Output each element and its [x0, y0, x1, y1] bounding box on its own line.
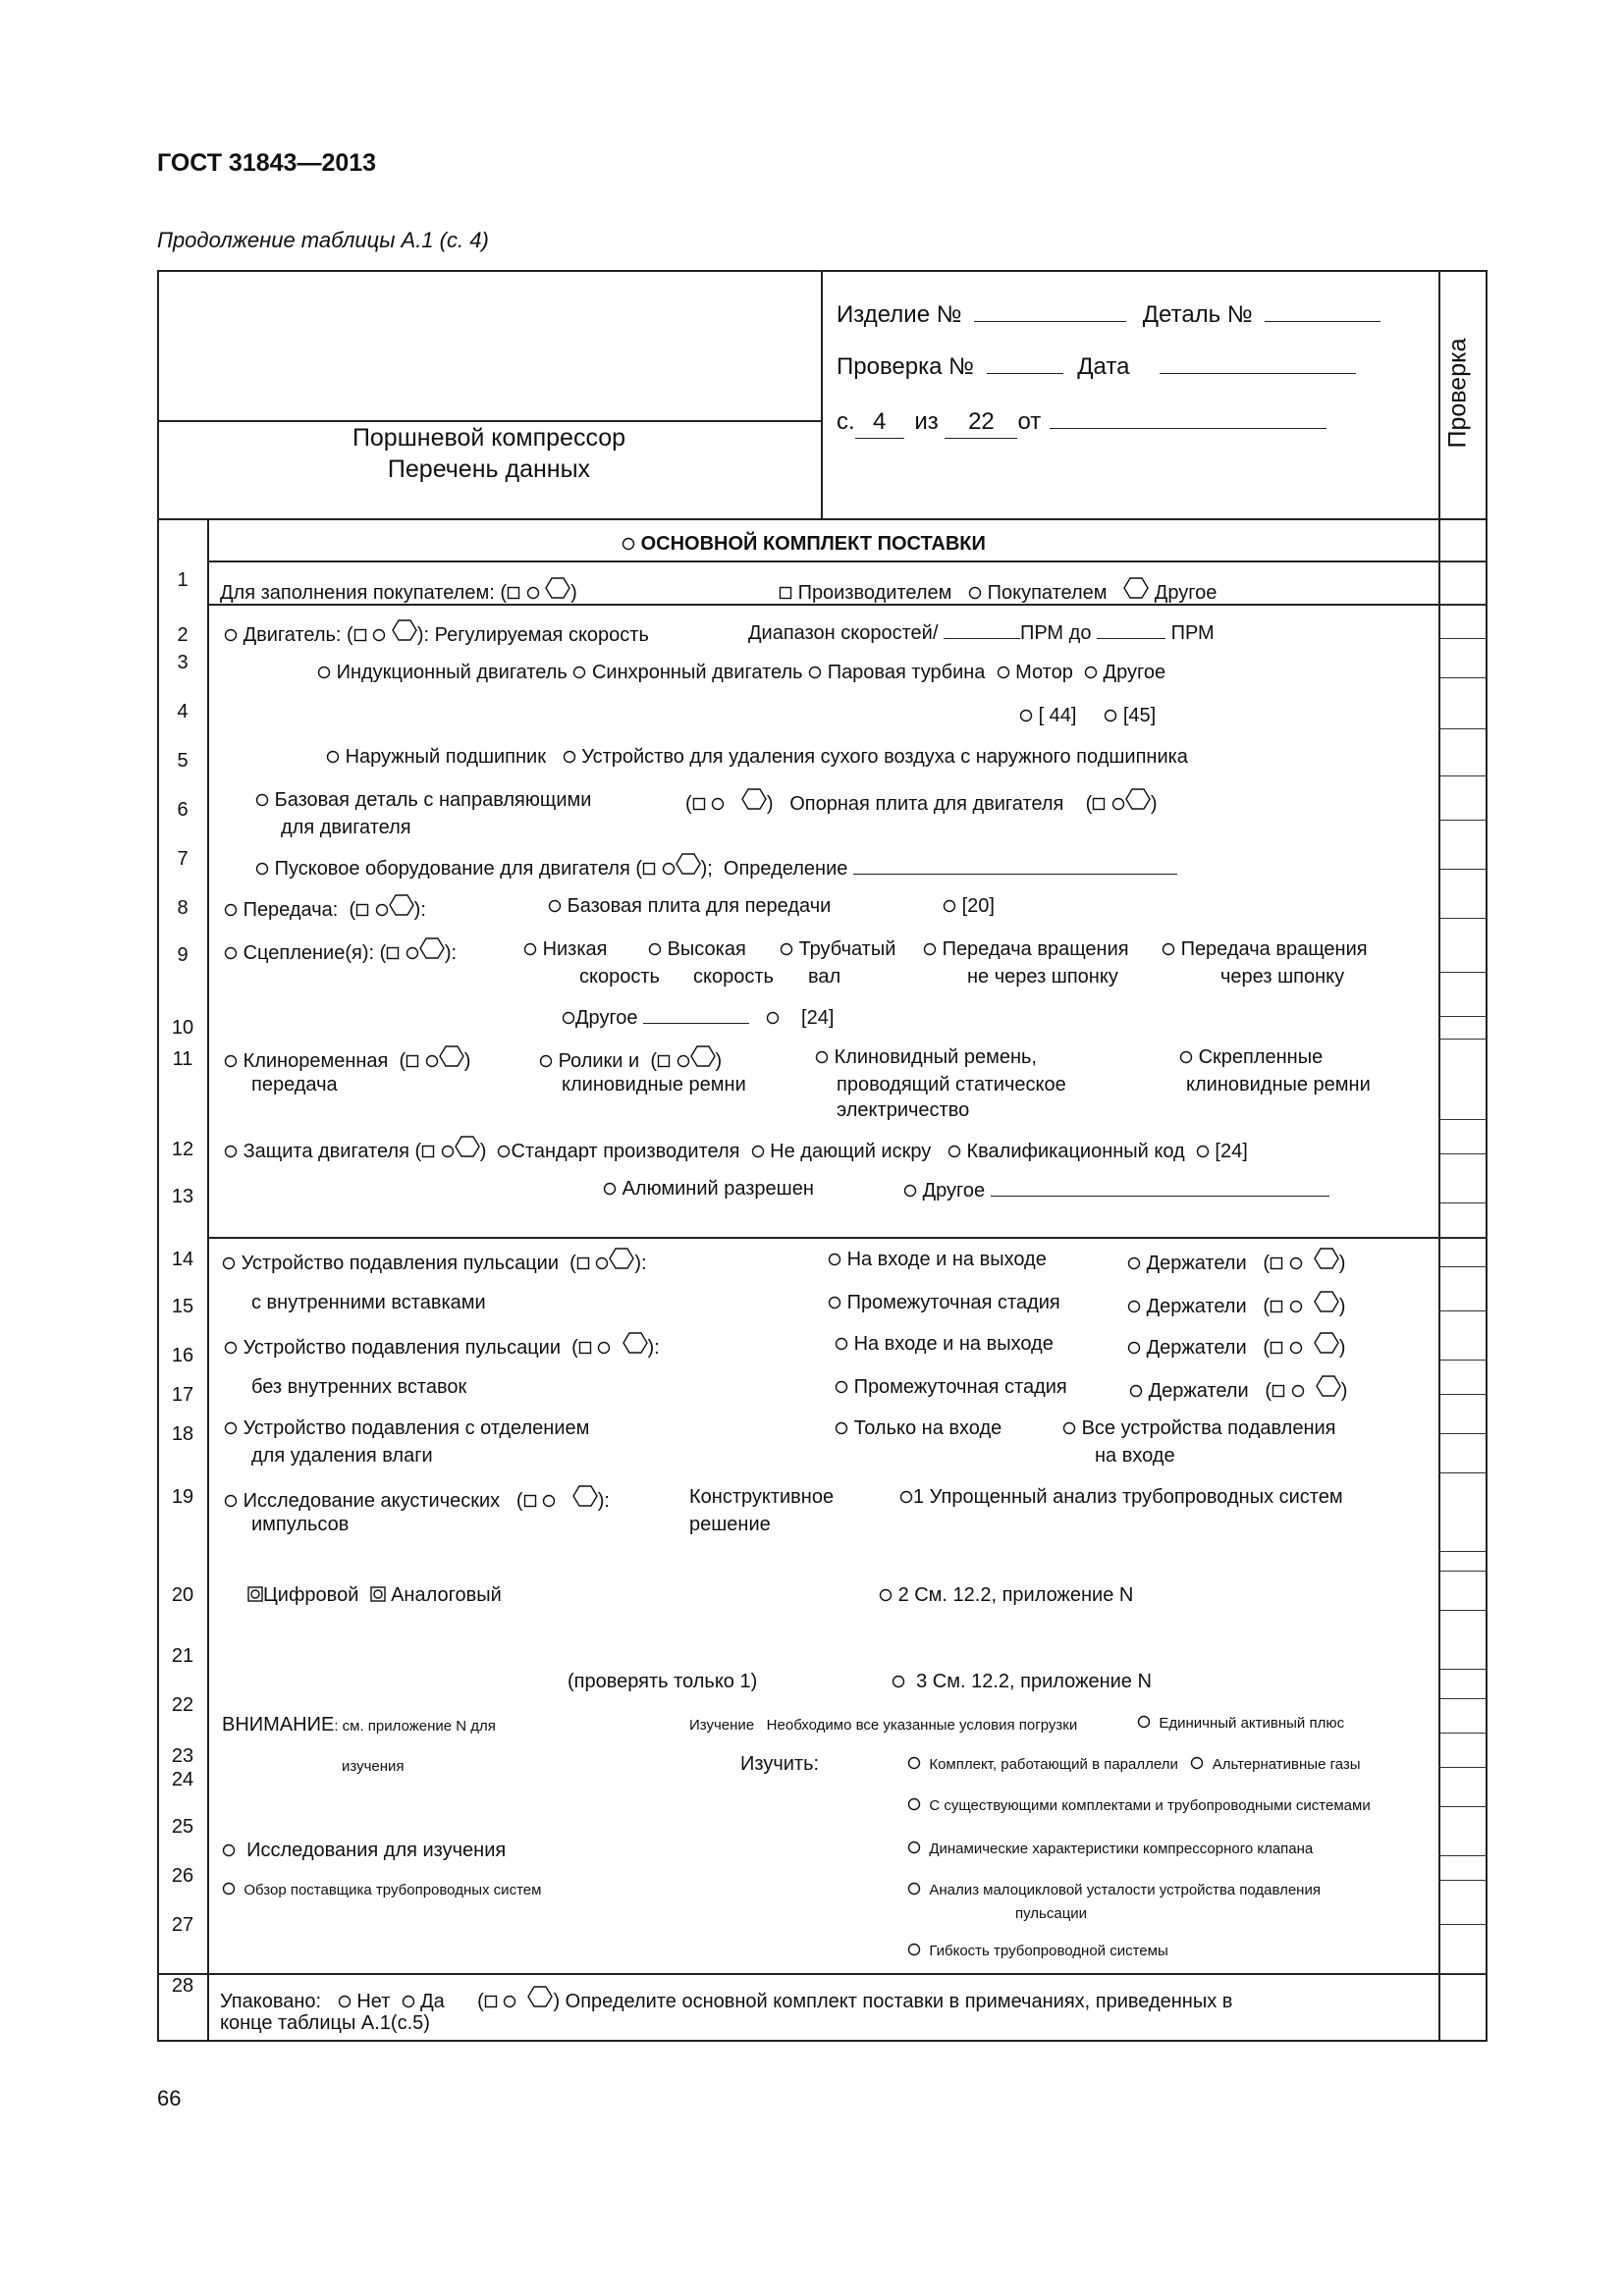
row-5: Наружный подшипник Устройство для удаления сухого воздуха с наружного подшипника [326, 744, 1188, 772]
radio-icon[interactable] [372, 623, 386, 650]
row-28-cont: конце таблицы А.1(с.5) [220, 2012, 430, 2034]
proverka-label: Проверка № [837, 353, 974, 380]
square-dot-icon[interactable] [370, 1583, 386, 1610]
row-14-b: На входе и на выходе [828, 1247, 1047, 1274]
radio-icon[interactable] [548, 894, 562, 921]
radio-icon[interactable] [222, 1882, 236, 1901]
row-17-b: Промежуточная стадия [835, 1374, 1067, 1402]
check-cell-separator [1438, 918, 1488, 919]
check-cell-separator [1438, 1669, 1488, 1670]
row-3: Индукционный двигатель Синхронный двигатель Паровая турбина Мотор Другое [317, 660, 1165, 687]
row-number: 9 [177, 944, 189, 966]
izdelie-label: Изделие № [837, 301, 962, 328]
check-cell-separator [1438, 1119, 1488, 1120]
check-cell-separator [1438, 1880, 1488, 1881]
row-number: 6 [177, 799, 189, 821]
radio-icon[interactable] [526, 581, 540, 608]
radio-icon[interactable] [907, 1841, 921, 1860]
check-cell-separator [1438, 1806, 1488, 1807]
row-16-b: На входе и на выходе [835, 1331, 1054, 1359]
radio-icon[interactable] [1062, 1416, 1076, 1443]
hexagon-icon[interactable] [392, 618, 417, 650]
radio-icon[interactable] [907, 1943, 921, 1962]
number-column-border [207, 518, 209, 2042]
radio-icon[interactable] [923, 937, 937, 964]
row-number: 12 [171, 1139, 194, 1160]
square-icon[interactable] [1270, 1252, 1283, 1278]
radio-icon[interactable] [224, 1140, 238, 1166]
row-19-b2: решение [689, 1514, 771, 1535]
radio-icon[interactable] [406, 941, 419, 968]
check-cell-separator [1438, 1472, 1488, 1473]
radio-icon[interactable] [828, 1291, 841, 1317]
radio-icon[interactable] [224, 1416, 238, 1443]
radio-icon[interactable] [903, 1179, 917, 1205]
row-11-d2: клиновидные ремни [1186, 1074, 1371, 1095]
radio-icon[interactable] [539, 1049, 553, 1076]
row-9-b2: скорость [579, 966, 660, 988]
radio-icon[interactable] [326, 745, 340, 772]
radio-icon[interactable] [503, 1990, 516, 2016]
row-11-a2: передача [251, 1074, 338, 1095]
detal-label: Деталь № [1142, 301, 1253, 328]
section-title-bottom [207, 561, 1488, 562]
radio-icon[interactable] [497, 1140, 511, 1166]
row-9-b: Низкая [523, 936, 608, 964]
row-14: Устройство подавления пульсации ( ): [222, 1247, 647, 1278]
page-num: 4 [855, 406, 904, 439]
hexagon-icon[interactable] [1316, 1374, 1341, 1406]
row-number: 10 [171, 1017, 194, 1039]
row-16-c: Держатели ( ) [1127, 1331, 1345, 1362]
radio-icon[interactable] [224, 941, 238, 968]
hexagon-icon[interactable] [1314, 1247, 1339, 1278]
row-20-c: 2 См. 12.2, приложение N [879, 1582, 1133, 1610]
check-cell-separator [1438, 638, 1488, 639]
radio-icon[interactable] [425, 1049, 439, 1076]
check-cell-separator [1438, 728, 1488, 729]
check-cell-separator [1438, 1310, 1488, 1311]
row-27-b2: пульсации [1015, 1905, 1088, 1922]
page-of: из [914, 408, 939, 435]
row-15-c: Держатели ( ) [1127, 1290, 1345, 1321]
radio-icon[interactable] [835, 1375, 848, 1402]
data-label: Дата [1077, 353, 1130, 380]
row-18-c: Все устройства подавления [1062, 1415, 1336, 1443]
hexagon-icon[interactable] [419, 936, 445, 968]
radio-icon[interactable] [562, 1006, 575, 1033]
page-from: от [1017, 408, 1042, 435]
row-13-b: Другое [903, 1176, 1329, 1205]
row-9-f2: через шпонку [1220, 966, 1345, 988]
row-18-b: Только на входе [835, 1415, 1001, 1443]
row-number: 5 [177, 750, 189, 772]
radio-icon[interactable] [828, 1248, 841, 1274]
radio-icon[interactable] [1162, 937, 1175, 964]
row-number: 13 [171, 1186, 194, 1207]
radio-icon[interactable] [224, 1489, 238, 1516]
check-cell-separator [1438, 1153, 1488, 1154]
hexagon-icon[interactable] [676, 852, 701, 883]
row-15: с внутренними вставками [251, 1292, 486, 1313]
hexagon-icon[interactable] [527, 1985, 553, 2016]
row-11-c2: проводящий статическое [837, 1074, 1066, 1095]
row-14-c: Держатели ( ) [1127, 1247, 1345, 1278]
square-icon[interactable] [1270, 1336, 1283, 1362]
row-25-a: С существующими комплектами и трубопроводными системами [907, 1796, 1371, 1817]
row-6: Базовая деталь с направляющими [255, 787, 591, 815]
radio-icon[interactable] [224, 1049, 238, 1076]
attention-note: ВНИМАНИЕ: см. приложение N для [222, 1714, 496, 1735]
row-9-c: Высокая [648, 936, 746, 964]
row-19-a2: импульсов [251, 1514, 350, 1535]
radio-icon[interactable] [780, 937, 793, 964]
row-19-c: 1 Упрощенный анализ трубопроводных систем [899, 1484, 1343, 1512]
radio-icon[interactable] [943, 894, 956, 921]
square-icon[interactable] [406, 1049, 419, 1076]
radio-icon[interactable] [751, 1140, 765, 1166]
check-cell-separator [1438, 820, 1488, 821]
hexagon-icon[interactable] [439, 1044, 464, 1076]
row-number: 25 [171, 1816, 194, 1838]
row-11-c: Клиновидный ремень, [815, 1044, 1037, 1072]
row-number: 22 [171, 1694, 194, 1716]
check-cell-separator [1438, 1202, 1488, 1203]
row-6-options: ( ) Опорная плита для двигателя ( ) [685, 787, 1157, 819]
row-8-ref: [20] [943, 893, 995, 921]
row-28: Упаковано: Нет Да ( ) Определите основной комплект поставки в примечаниях, приведенных в [220, 1985, 1232, 2016]
row-9-d: Трубчатый [780, 936, 895, 964]
row-22-b: 3 См. 12.2, приложение N [892, 1669, 1152, 1696]
radio-icon[interactable] [224, 1336, 238, 1362]
row-1: Для заполнения покупателем: ( ) [220, 576, 577, 608]
radio-icon[interactable] [1190, 1756, 1204, 1776]
hexagon-icon[interactable] [455, 1135, 480, 1166]
check-cell-separator [1438, 775, 1488, 776]
radio-icon[interactable] [711, 792, 725, 819]
row-24-a: Комплект, работающий в параллели Альтернативные газы [907, 1755, 1361, 1776]
radio-icon[interactable] [892, 1670, 905, 1696]
radio-icon[interactable] [1289, 1252, 1303, 1278]
row-1-options: Производителем Покупателем Другое [779, 576, 1217, 608]
row-15-b: Промежуточная стадия [828, 1290, 1060, 1317]
check-cell-separator [1438, 1733, 1488, 1734]
radio-icon[interactable] [808, 661, 822, 687]
radio-icon[interactable] [1127, 1252, 1141, 1278]
row-number: 19 [171, 1486, 194, 1508]
radio-icon[interactable] [1179, 1045, 1193, 1072]
row-number: 26 [171, 1865, 194, 1887]
row-13: Алюминий разрешен [603, 1176, 814, 1203]
hexagon-icon[interactable] [609, 1247, 634, 1278]
radio-icon[interactable] [595, 1252, 609, 1278]
radio-icon[interactable] [375, 898, 389, 925]
radio-icon[interactable] [815, 1045, 829, 1072]
hexagon-icon[interactable] [1125, 787, 1151, 819]
row-12: Защита двигателя ( ) Стандарт производителя Не дающий искру Квалификационный код [24] [224, 1135, 1248, 1166]
radio-icon[interactable] [441, 1140, 455, 1166]
radio-icon[interactable] [766, 1006, 780, 1033]
header-divider [821, 270, 823, 518]
row-9-d2: вал [808, 966, 841, 988]
attention-study: Изучение Необходимо все указанные условия погрузки [689, 1717, 1078, 1734]
radio-icon[interactable] [1137, 1715, 1151, 1735]
row-number: 2 [177, 624, 189, 646]
check-cell-separator [1438, 1924, 1488, 1925]
page-prefix: с. [837, 408, 855, 435]
check-cell-separator [1438, 1394, 1488, 1395]
row-27-a: Обзор поставщика трубопроводных систем [222, 1881, 541, 1901]
form-title-line2: Перечень данных [387, 455, 591, 483]
standard-code: ГОСТ 31843—2013 [157, 149, 377, 177]
radio-icon[interactable] [572, 661, 586, 687]
check-cell-separator [1438, 1767, 1488, 1768]
row-18: Устройство подавления с отделением [224, 1415, 589, 1443]
row-10: Другое [24] [562, 1003, 834, 1033]
square-icon[interactable] [355, 898, 369, 925]
row-19: Исследование акустических ( ): [224, 1484, 610, 1516]
radio-icon[interactable] [662, 857, 676, 883]
radio-icon[interactable] [1019, 704, 1033, 730]
hexagon-icon[interactable] [1123, 576, 1149, 608]
square-icon[interactable] [421, 1140, 435, 1166]
radio-icon[interactable] [1111, 792, 1125, 819]
row-11-c3: электричество [837, 1099, 970, 1121]
square-icon[interactable] [507, 581, 520, 608]
check-cell-separator [1438, 1551, 1488, 1552]
row-number: 8 [177, 897, 189, 919]
row-27-b: Анализ малоцикловой усталости устройства подавления [907, 1881, 1321, 1901]
row-number: 18 [171, 1423, 194, 1445]
radio-icon[interactable] [622, 532, 635, 559]
radio-icon[interactable] [1127, 1295, 1141, 1321]
row-22-a: (проверять только 1) [568, 1671, 758, 1692]
section-title: ОСНОВНОЙ КОМПЛЕКТ ПОСТАВКИ [622, 531, 986, 559]
check-cell-separator [1438, 1855, 1488, 1856]
row-number: 20 [171, 1584, 194, 1606]
radio-icon[interactable] [997, 661, 1010, 687]
square-icon[interactable] [386, 941, 400, 968]
row-18-c2: на входе [1095, 1445, 1175, 1467]
square-icon[interactable] [779, 581, 792, 608]
square-icon[interactable] [484, 1990, 498, 2016]
radio-icon[interactable] [1289, 1295, 1303, 1321]
radio-icon[interactable] [835, 1332, 848, 1359]
row-2-range: Диапазон скоростей/ ПРМ до ПРМ [748, 618, 1215, 647]
row-9-c2: скорость [693, 966, 774, 988]
attention-note-cont: изучения [342, 1758, 405, 1775]
row-19-b: Конструктивное [689, 1486, 835, 1508]
radio-icon[interactable] [1127, 1336, 1141, 1362]
radio-icon[interactable] [255, 788, 269, 815]
row-11-a: Клиноременная ( ) [224, 1044, 470, 1076]
radio-icon[interactable] [1196, 1140, 1210, 1166]
square-dot-icon[interactable] [247, 1583, 263, 1610]
row-number: 24 [171, 1769, 194, 1790]
page-number: 66 [157, 2086, 182, 2110]
izdelie-field[interactable] [837, 299, 1380, 331]
row-11-b2: клиновидные ремни [562, 1074, 746, 1095]
radio-icon[interactable] [907, 1882, 921, 1901]
check-cell-separator [1438, 1973, 1488, 1974]
check-cell-separator [1438, 972, 1488, 973]
check-cell-separator [1438, 1610, 1488, 1611]
check-cell-separator [1438, 1360, 1488, 1361]
row-number: 11 [172, 1048, 193, 1070]
check-cell-separator [1438, 604, 1488, 605]
check-column-border [1438, 270, 1440, 2042]
square-icon[interactable] [578, 1336, 592, 1362]
group-divider [207, 1237, 1488, 1239]
row-number: 28 [171, 1975, 194, 1997]
radio-icon[interactable] [222, 1839, 236, 1865]
row-9-e: Передача вращения [923, 936, 1129, 964]
row-26-a: Исследования для изучения [222, 1838, 506, 1865]
radio-icon[interactable] [1129, 1379, 1143, 1406]
square-icon[interactable] [692, 792, 706, 819]
square-icon[interactable] [353, 623, 367, 650]
radio-icon[interactable] [317, 661, 331, 687]
radio-icon[interactable] [222, 1252, 236, 1278]
row-16: Устройство подавления пульсации ( ): [224, 1331, 660, 1362]
radio-icon[interactable] [542, 1489, 556, 1516]
radio-icon[interactable] [523, 937, 537, 964]
page-total: 22 [945, 406, 1017, 439]
radio-icon[interactable] [1289, 1336, 1303, 1362]
row-18-a2: для удаления влаги [251, 1445, 433, 1467]
row-number: 7 [177, 848, 189, 870]
radio-icon[interactable] [563, 745, 576, 772]
radio-icon[interactable] [224, 898, 238, 925]
row-27-c: Гибкость трубопроводной системы [907, 1942, 1168, 1962]
radio-icon[interactable] [224, 623, 238, 650]
radio-icon[interactable] [907, 1797, 921, 1817]
row-number: 1 [177, 569, 189, 591]
square-icon[interactable] [1092, 792, 1106, 819]
check-cell-separator [1438, 677, 1488, 678]
row-number: 16 [171, 1345, 194, 1366]
row-17-c: Держатели ( ) [1129, 1374, 1347, 1406]
row-8-options: Базовая плита для передачи [548, 893, 831, 921]
row28-top [157, 1973, 1488, 1975]
check-cell-separator [1438, 869, 1488, 870]
page-field[interactable] [837, 406, 1326, 439]
check-cell-separator [1438, 1039, 1488, 1040]
row-9-e2: не через шпонку [967, 966, 1118, 988]
row-2: Двигатель: ( ): Регулируемая скорость [224, 618, 649, 650]
row-20: Цифровой Аналоговый [247, 1582, 502, 1610]
hexagon-icon[interactable] [545, 576, 570, 608]
hexagon-icon[interactable] [1314, 1331, 1339, 1362]
check-cell-separator [1438, 1266, 1488, 1267]
radio-icon[interactable] [835, 1416, 848, 1443]
square-icon[interactable] [642, 857, 656, 883]
hexagon-icon[interactable] [389, 893, 414, 925]
radio-icon[interactable] [947, 1140, 961, 1166]
row-number: 23 [171, 1745, 194, 1767]
study-label: Изучить: [740, 1753, 820, 1775]
row-number: 14 [171, 1249, 194, 1270]
radio-icon[interactable] [1084, 661, 1098, 687]
row-number: 3 [177, 652, 189, 673]
row-number: 27 [171, 1914, 194, 1936]
row-number: 4 [177, 701, 189, 722]
attention-option: Единичный активный плюс [1137, 1714, 1344, 1735]
row-17: без внутренних вставок [251, 1376, 467, 1398]
check-cell-separator [1438, 1237, 1488, 1238]
check-cell-separator [1438, 1698, 1488, 1699]
hexagon-icon[interactable] [741, 787, 767, 819]
row-number: 21 [171, 1645, 194, 1667]
check-cell-separator [1438, 1571, 1488, 1572]
hexagon-icon[interactable] [572, 1484, 598, 1516]
row-7: Пусковое оборудование для двигателя ( ); Определение [255, 852, 1177, 883]
radio-icon[interactable] [255, 857, 269, 883]
radio-icon[interactable] [597, 1336, 611, 1362]
row-number: 15 [171, 1296, 194, 1317]
hexagon-icon[interactable] [623, 1331, 648, 1362]
row-6-cont: для двигателя [281, 817, 411, 838]
radio-icon[interactable] [648, 937, 662, 964]
header-bottom [157, 518, 1488, 520]
radio-icon[interactable] [603, 1177, 617, 1203]
check-cell-separator [1438, 1016, 1488, 1017]
row-26-b: Динамические характеристики компрессорного клапана [907, 1840, 1313, 1860]
radio-icon[interactable] [907, 1756, 921, 1776]
square-icon[interactable] [1270, 1295, 1283, 1321]
row-9: Сцепление(я): ( ): [224, 936, 457, 968]
square-icon[interactable] [1272, 1379, 1285, 1406]
row-11-b: Ролики и ( ) [539, 1044, 722, 1076]
radio-icon[interactable] [968, 581, 982, 608]
form-title-line1: Поршневой компрессор [352, 424, 626, 452]
row-11-d: Скрепленные [1179, 1044, 1323, 1072]
row-4: [ 44] [45] [1019, 703, 1156, 730]
radio-icon[interactable] [1291, 1379, 1305, 1406]
radio-icon[interactable] [1104, 704, 1117, 730]
proverka-field[interactable] [837, 351, 1356, 383]
row-8: Передача: ( ): [224, 893, 426, 925]
check-cell-separator [1438, 1433, 1488, 1434]
square-icon[interactable] [576, 1252, 590, 1278]
radio-icon[interactable] [879, 1583, 893, 1610]
row-9-f: Передача вращения [1162, 936, 1368, 964]
table-caption: Продолжение таблицы А.1 (с. 4) [157, 228, 489, 252]
row-number: 17 [171, 1384, 194, 1406]
hexagon-icon[interactable] [1314, 1290, 1339, 1321]
check-column-header: Проверка [1443, 338, 1472, 448]
square-icon[interactable] [523, 1489, 537, 1516]
radio-icon[interactable] [899, 1485, 913, 1512]
